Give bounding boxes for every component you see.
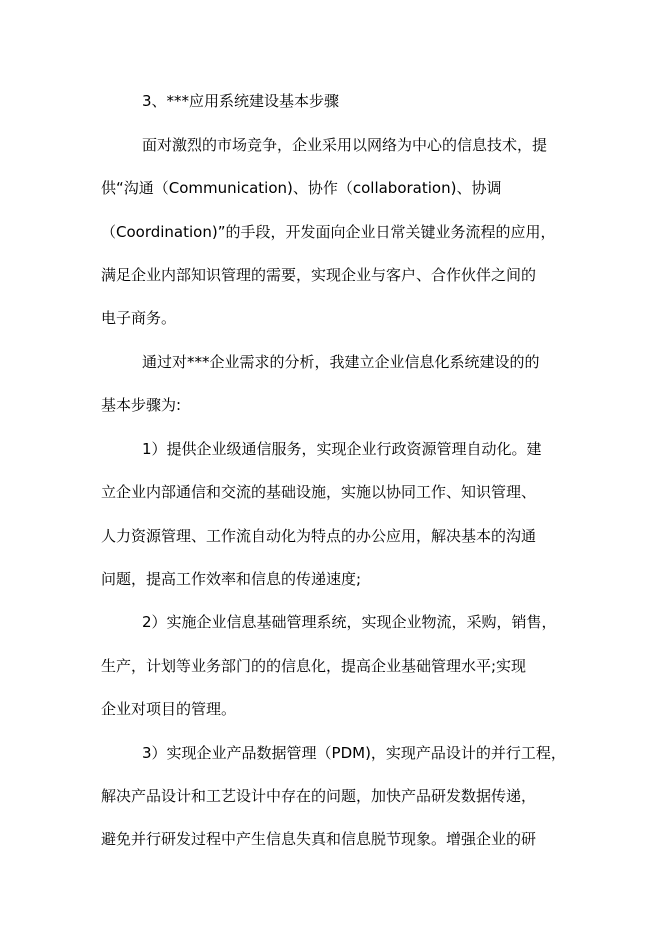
step-line: 避免并行研发过程中产生信息失真和信息脱节现象。增强企业的研 [101, 830, 537, 848]
step-line: 企业对项目的管理。 [101, 700, 237, 718]
step-line: 立企业内部通信和交流的基础设施，实施以协同工作、知识管理、 [101, 483, 537, 501]
step-line: 解决产品设计和工艺设计中存在的问题，加快产品研发数据传递， [101, 787, 537, 805]
paragraph-line: 电子商务。 [101, 309, 177, 327]
paragraph-line: 供“沟通（Communication)、协作（collaboration)、协调 [101, 179, 502, 197]
paragraph-line: 面对激烈的市场竞争，企业采用以网络为中心的信息技术，提 [142, 136, 548, 154]
paragraph-line: （Coordination)”的手段，开发面向企业日常关键业务流程的应用， [101, 223, 556, 241]
step-line: 生产，计划等业务部门的的信息化，提高企业基础管理水平;实现 [101, 657, 527, 675]
paragraph-line: 满足企业内部知识管理的需要，实现企业与客户、合作伙伴之间的 [101, 266, 537, 284]
step-line: 1）提供企业级通信服务，实现企业行政资源管理自动化。建 [142, 440, 542, 458]
step-line: 问题，提高工作效率和信息的传递速度; [101, 570, 362, 588]
section-heading: 3、***应用系统建设基本步骤 [142, 92, 340, 110]
paragraph-line: 基本步骤为: [101, 396, 182, 414]
step-line: 2）实施企业信息基础管理系统，实现企业物流，采购，销售， [142, 613, 557, 631]
step-line: 3）实现企业产品数据管理（PDM)，实现产品设计的并行工程， [142, 744, 566, 762]
paragraph-line: 通过对***企业需求的分析，我建立企业信息化系统建设的的 [142, 353, 540, 371]
step-line: 人力资源管理、工作流自动化为特点的办公应用，解决基本的沟通 [101, 527, 537, 545]
